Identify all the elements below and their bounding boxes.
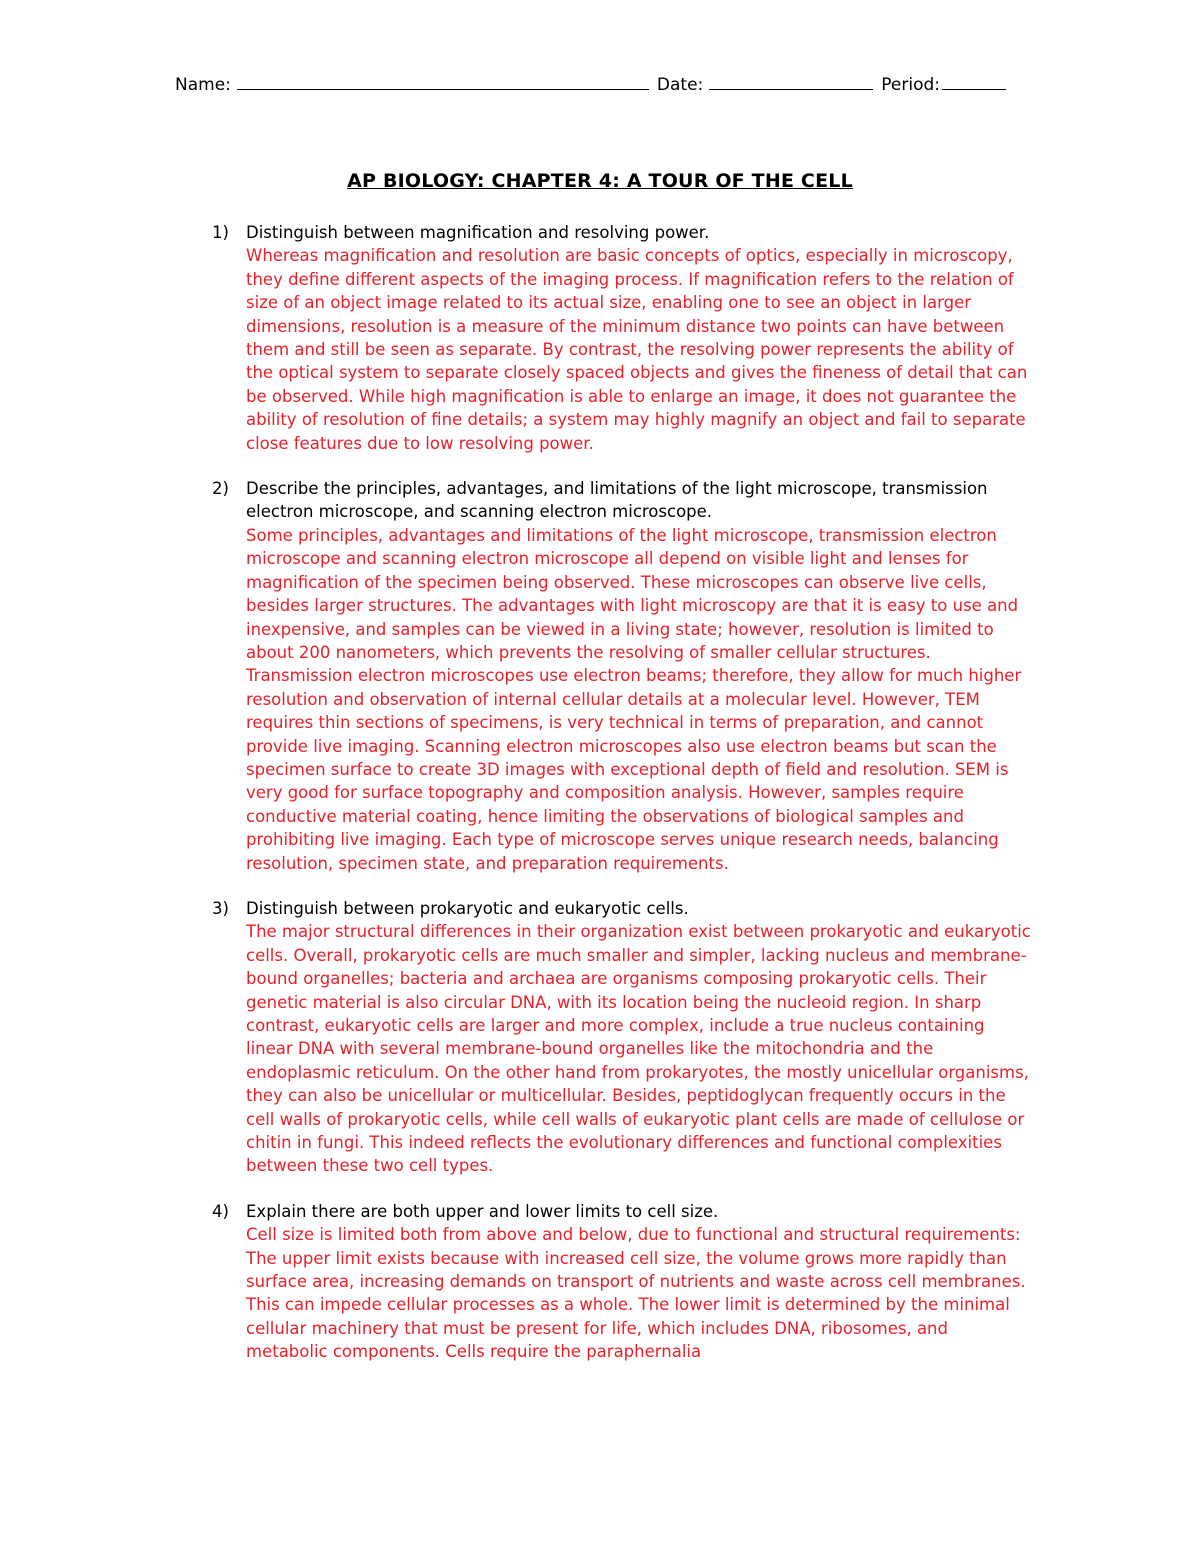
question-prompt: Explain there are both upper and lower limits to cell size.	[246, 1201, 719, 1221]
answer-text: Cell size is limited both from above and below, due to functional and structural requirements: The upper limit exists because with increased cell size, the volume grows more rapidly than surface area, increasing demands on transport of nutrients and waste across cell membranes. This can impede cellular processes as a whole. The lower limit is determined by the minimal cellular machinery that must be present for life, which includes DNA, ribosomes, and metabolic components. Cells require the paraphernalia	[246, 1225, 1026, 1362]
question-item	[212, 221, 1032, 455]
period-blank-line	[942, 72, 1006, 90]
answer-text: Some principles, advantages and limitations of the light microscope, transmission electron microscope and scanning electron microscope all depend on visible light and lenses for magnification of the specimen being observed. These microscopes can observe live cells, besides larger structures. The advantages with light microscopy are that it is easy to use and inexpensive, and samples can be viewed in a living state; however, resolution is limited to about 200 nanometers, which prevents the resolving of smaller cellular structures. Transmission electron microscopes use electron beams; therefore, they allow for much higher resolution and observation of internal cellular details at a molecular level. However, TEM requires thin sections of specimens, is very technical in terms of preparation, and cannot provide live imaging. Scanning electron microscopes also use electron beams but scan the specimen surface to create 3D images with exceptional depth of field and resolution. SEM is very good for surface topography and composition analysis. However, samples require conductive material coating, hence limiting the observations of biological samples and prohibiting live imaging. Each type of microscope serves unique research needs, balancing resolution, specimen state, and preparation requirements.	[246, 525, 1022, 873]
question-item	[212, 477, 1032, 875]
period-label: Period:	[881, 75, 941, 95]
question-prompt: Distinguish between magnification and resolving power.	[246, 223, 710, 242]
student-info-header	[175, 72, 1025, 97]
question-number: 4)	[212, 1201, 229, 1221]
question-list	[212, 221, 1032, 1386]
question-number: 1)	[212, 223, 229, 242]
date-blank-line	[709, 72, 873, 90]
question-item	[212, 897, 1032, 1178]
answer-text: The major structural differences in their organization exist between prokaryotic and eukaryotic cells. Overall, prokaryotic cells are much smaller and simpler, lacking nucleus and membrane-bound organelles; bacteria and archaea are organisms composing prokaryotic cells. Their genetic material is also circular DNA, with its location being the nucleoid region. In sharp contrast, eukaryotic cells are larger and more complex, include a true nucleus containing linear DNA with several membrane-bound organelles like the mitochondria and the endoplasmic reticulum. On the other hand from prokaryotes, the mostly unicellular organisms, they can also be unicellular or multicellular. Besides, peptidoglycan frequently occurs in the cell walls of prokaryotic cells, while cell walls of eukaryotic plant cells are made of cellulose or chitin in fungi. This indeed reflects the evolutionary differences and functional complexities between these two cell types.	[246, 922, 1031, 1176]
date-label: Date:	[656, 75, 704, 95]
name-label: Name:	[175, 75, 231, 95]
question-number: 3)	[212, 898, 229, 918]
answer-text: Whereas magnification and resolution are basic concepts of optics, especially in microscopy, they define different aspects of the imaging process. If magnification refers to the relation of size of an object image related to its actual size, enabling one to see an object in larger dimensions, resolution is a measure of the minimum distance two points can have between them and still be seen as separate. By contrast, the resolving power represents the ability of the optical system to separate closely spaced objects and gives the fineness of detail that can be observed. While high magnification is able to enlarge an image, it does not guarantee the ability of resolution of fine details; a system may highly magnify an object and fail to separate close features due to low resolving power.	[246, 246, 1028, 453]
page-title: AP BIOLOGY: CHAPTER 4: A TOUR OF THE CELL	[347, 170, 853, 192]
question-prompt: Distinguish between prokaryotic and eukaryotic cells.	[246, 898, 689, 918]
question-item	[212, 1200, 1032, 1364]
question-number: 2)	[212, 479, 229, 499]
question-prompt: Describe the principles, advantages, and limitations of the light microscope, transmission electron microscope, and scanning electron microscope.	[246, 479, 988, 522]
name-blank-line	[237, 72, 649, 90]
